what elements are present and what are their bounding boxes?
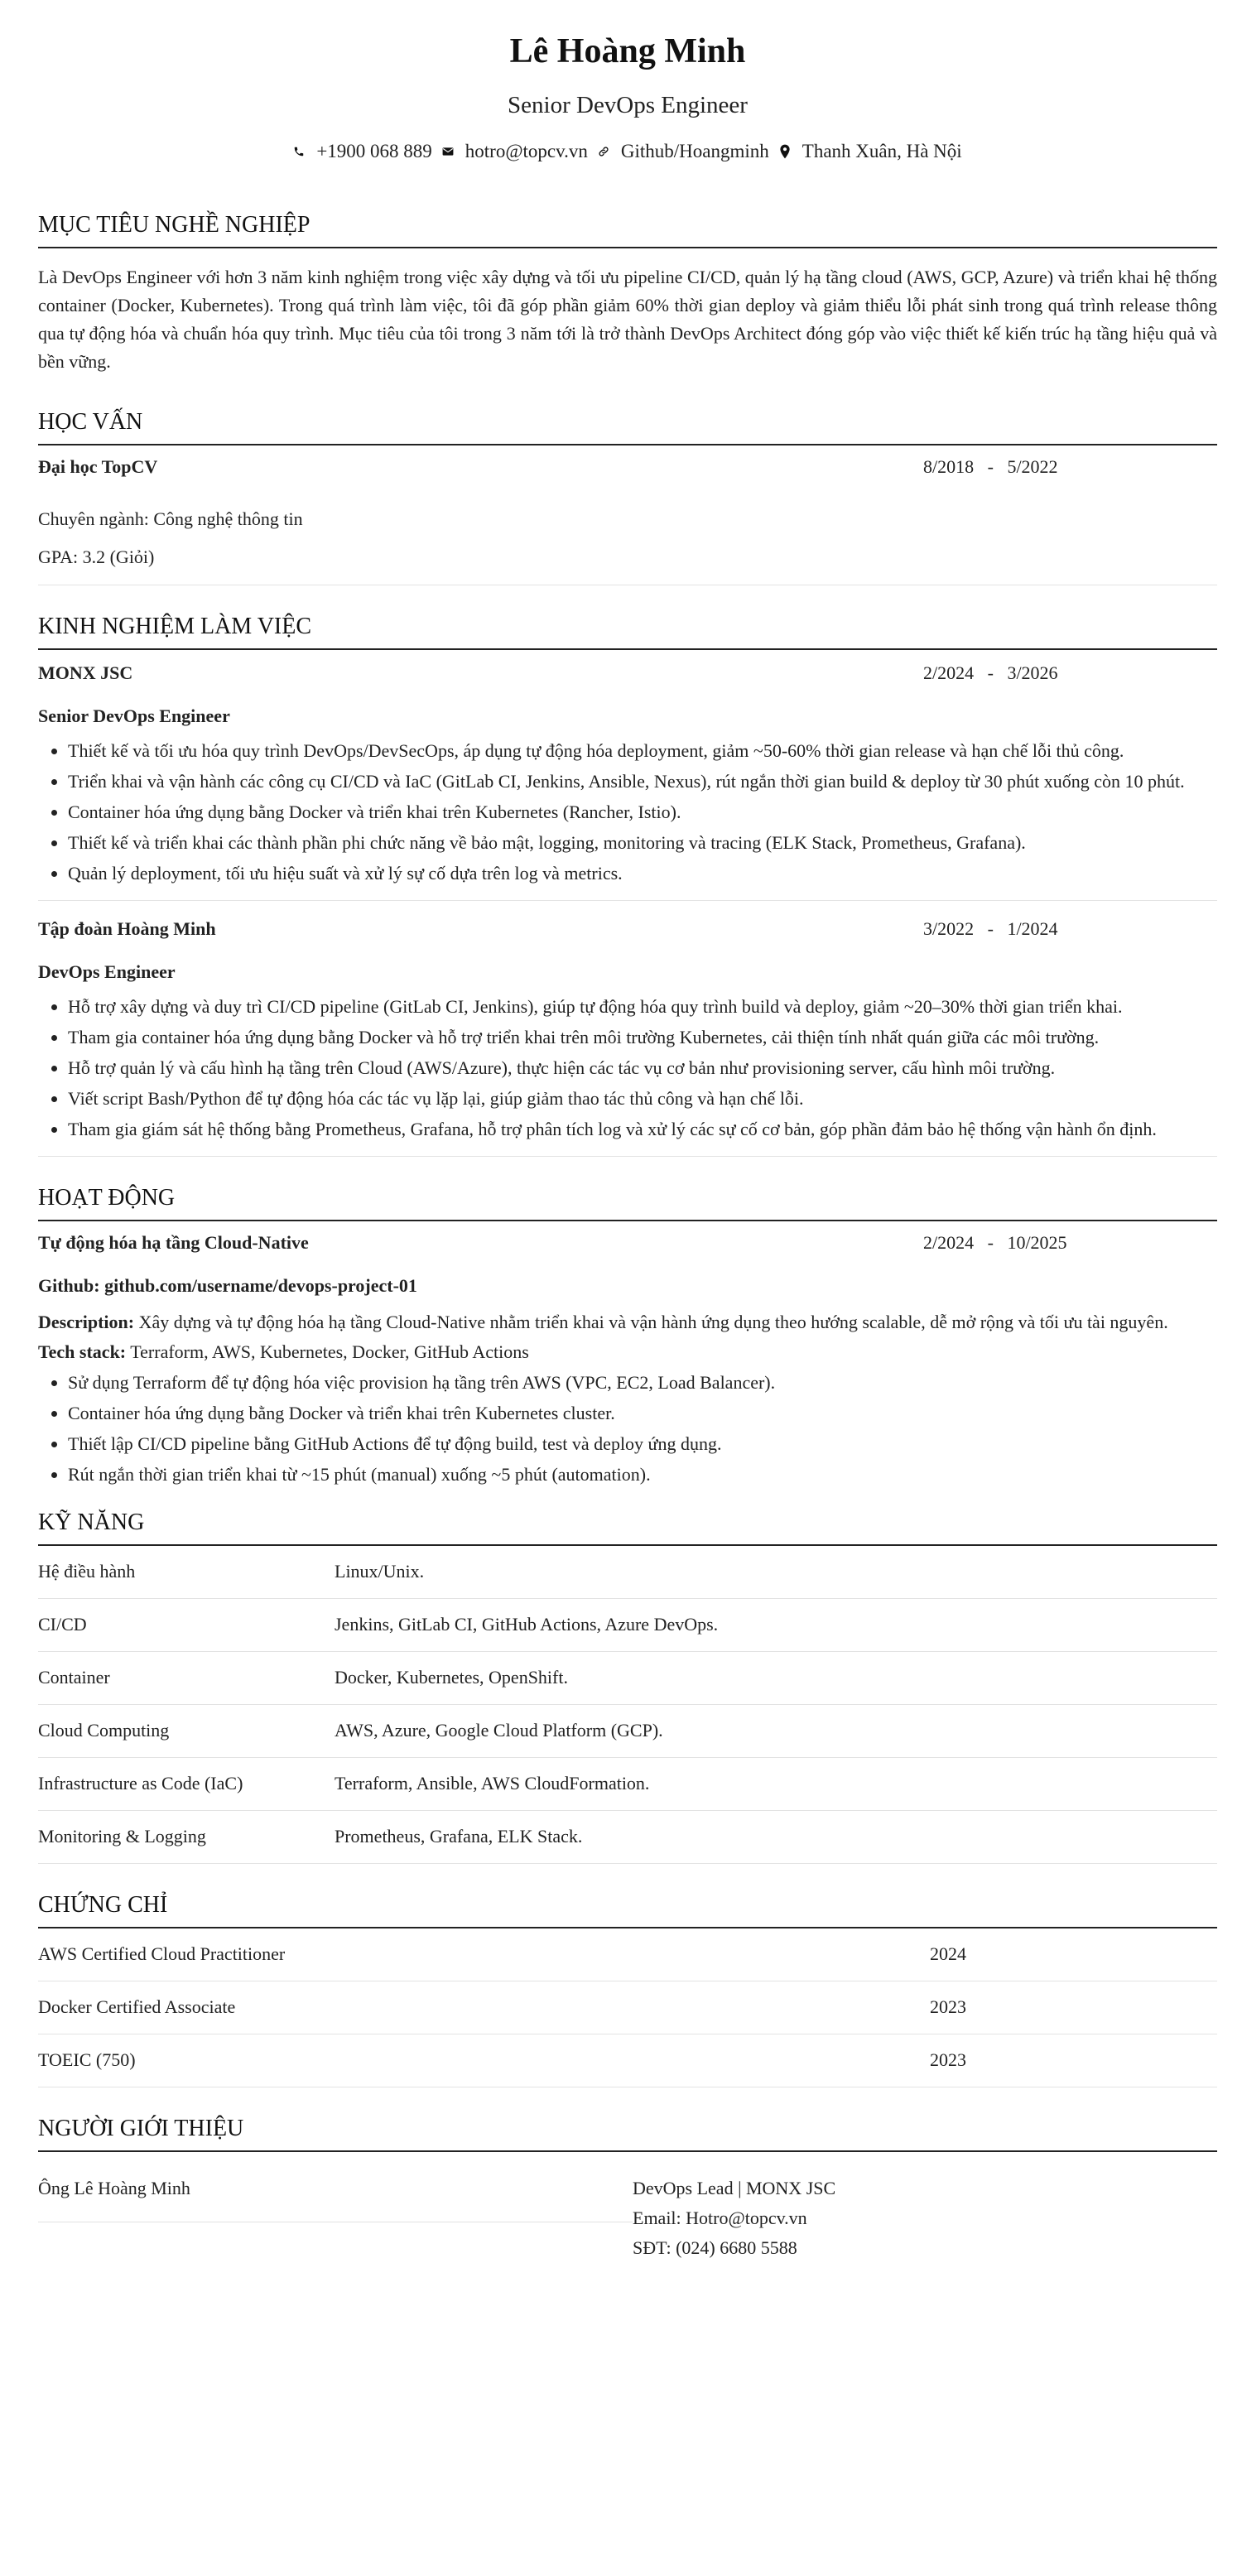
skills-table <box>38 1546 1217 1864</box>
list-item: • Tham gia giám sát hệ thống bằng Prometheus, Grafana, hỗ trợ phân tích log và xử lý các sự cố cơ bản, góp phần đảm bảo hệ thống vận hành ổn định. <box>68 1115 1217 1144</box>
education-section <box>38 406 1217 585</box>
skill-value: Terraform, Ansible, AWS CloudFormation. <box>335 1773 650 1794</box>
skill-value: Prometheus, Grafana, ELK Stack. <box>335 1826 583 1847</box>
company-name: Tập đoàn Hoàng Minh <box>38 918 216 939</box>
activity-description <box>38 1307 1217 1337</box>
contact-location-text: Thanh Xuân, Hà Nội <box>802 141 962 161</box>
section-title: CHỨNG CHỈ <box>38 1889 1217 1928</box>
description-label: Description: <box>38 1312 135 1332</box>
cv-header <box>38 0 1217 166</box>
candidate-title: Senior DevOps Engineer <box>508 92 748 118</box>
contact-email-text: hotro@topcv.vn <box>465 141 588 161</box>
table-row <box>38 1811 1217 1864</box>
education-entry <box>38 450 1217 585</box>
education-date: 8/2018 - 5/2022 <box>923 456 1058 477</box>
contact-phone[interactable] <box>293 137 431 166</box>
description-text: Xây dựng và tự động hóa hạ tầng Cloud-Native nhằm triển khai và vận hành ứng dụng theo hướng scalable, dễ mở rộng và tối ưu tài nguyên. <box>134 1312 1168 1332</box>
section-title: HỌC VẤN <box>38 406 1217 445</box>
list-item: • Container hóa ứng dụng bằng Docker và triển khai trên Kubernetes (Rancher, Istio). <box>68 797 1217 827</box>
list-item: • Hỗ trợ quản lý và cấu hình hạ tầng trên Cloud (AWS/Azure), thực hiện các tác vụ cơ bản như provisioning server, cấu hình môi trường. <box>68 1053 1217 1083</box>
skill-value: AWS, Azure, Google Cloud Platform (GCP). <box>335 1720 663 1741</box>
section-title: KỸ NĂNG <box>38 1506 1217 1546</box>
job-role: Senior DevOps Engineer <box>38 705 230 726</box>
references-section <box>38 2112 1217 2263</box>
list-item: • Tham gia container hóa ứng dụng bằng Docker và hỗ trợ triển khai trên môi trường Kubernetes, cải thiện tính nhất quán giữa các môi trường. <box>68 1023 1217 1052</box>
reference-position: DevOps Lead | MONX JSC <box>633 2178 836 2198</box>
job-role: DevOps Engineer <box>38 961 176 982</box>
section-title: MỤC TIÊU NGHỀ NGHIỆP <box>38 209 1217 248</box>
phone-icon <box>293 140 316 163</box>
skill-category: Container <box>38 1667 110 1688</box>
activity-date: 2/2024 - 10/2025 <box>923 1232 1067 1253</box>
job-bullets <box>38 736 1217 888</box>
certificates-table <box>38 1928 1217 2087</box>
job-bullets <box>38 992 1217 1144</box>
certificates-section <box>38 1889 1217 2087</box>
list-item: • Triển khai và vận hành các công cụ CI/CD và IaC (GitLab CI, Jenkins, Ansible, Nexus), rút ngắn thời gian build & deploy từ 30 phút xuống còn 10 phút. <box>68 767 1217 797</box>
job-date: 2/2024 - 3/2026 <box>923 662 1058 683</box>
education-gpa: GPA: 3.2 (Giỏi) <box>38 546 155 567</box>
school-name: Đại học TopCV <box>38 456 158 477</box>
table-row <box>38 1981 1217 2034</box>
map-pin-icon <box>779 140 802 163</box>
skill-category: CI/CD <box>38 1614 87 1635</box>
table-row <box>38 1705 1217 1758</box>
certificate-name: Docker Certified Associate <box>38 1996 236 2018</box>
skill-value: Docker, Kubernetes, OpenShift. <box>335 1667 568 1688</box>
activity-bullets <box>38 1368 1217 1490</box>
table-row <box>38 1928 1217 1981</box>
reference-phone: SĐT: (024) 6680 5588 <box>633 2237 797 2258</box>
objective-section <box>38 209 1217 376</box>
certificate-name: TOEIC (750) <box>38 2049 136 2071</box>
certificate-name: AWS Certified Cloud Practitioner <box>38 1943 286 1965</box>
experience-section <box>38 610 1217 1157</box>
job-entry <box>38 657 1217 901</box>
list-item: • Thiết lập CI/CD pipeline bằng GitHub Actions để tự động build, test và deploy ứng dụng. <box>68 1429 1217 1459</box>
table-row <box>38 2034 1217 2087</box>
contact-github-text: Github/Hoangminh <box>620 141 769 161</box>
skills-section <box>38 1506 1217 1864</box>
list-item: • Hỗ trợ xây dựng và duy trì CI/CD pipeline (GitLab CI, Jenkins), giúp tự động hóa quy trình build và deploy, giảm ~20–30% thời gian triển khai. <box>68 992 1217 1022</box>
reference-details <box>633 2159 1217 2263</box>
reference-name: Ông Lê Hoàng Minh <box>38 2159 633 2222</box>
skill-category: Hệ điều hành <box>38 1561 136 1582</box>
table-row <box>38 1758 1217 1811</box>
table-row <box>38 1599 1217 1652</box>
certificate-year: 2024 <box>930 1943 966 1965</box>
list-item: • Container hóa ứng dụng bằng Docker và triển khai trên Kubernetes cluster. <box>68 1399 1217 1428</box>
skill-category: Infrastructure as Code (IaC) <box>38 1773 243 1794</box>
job-date: 3/2022 - 1/2024 <box>923 918 1058 939</box>
list-item: • Viết script Bash/Python để tự động hóa các tác vụ lặp lại, giúp giảm thao tác thủ công và hạn chế lỗi. <box>68 1084 1217 1114</box>
contact-location <box>779 137 962 166</box>
skill-value: Linux/Unix. <box>335 1561 425 1582</box>
activity-github[interactable]: Github: github.com/username/devops-project-01 <box>38 1275 417 1296</box>
envelope-icon <box>442 140 465 163</box>
job-entry <box>38 912 1217 1157</box>
link-icon <box>598 140 621 163</box>
activity-tech-stack <box>38 1337 1217 1367</box>
list-item: • Sử dụng Terraform để tự động hóa việc provision hạ tầng trên AWS (VPC, EC2, Load Balancer). <box>68 1368 1217 1398</box>
contact-email[interactable] <box>442 137 588 166</box>
company-name: MONX JSC <box>38 662 133 683</box>
section-title: NGƯỜI GIỚI THIỆU <box>38 2112 1217 2152</box>
section-title: HOẠT ĐỘNG <box>38 1182 1217 1221</box>
skill-category: Cloud Computing <box>38 1720 170 1741</box>
skill-value: Jenkins, GitLab CI, GitHub Actions, Azure DevOps. <box>335 1614 719 1635</box>
table-row <box>38 1652 1217 1705</box>
reference-entry <box>38 2159 1217 2263</box>
certificate-year: 2023 <box>930 2049 966 2071</box>
list-item: • Thiết kế và triển khai các thành phần phi chức năng về bảo mật, logging, monitoring và tracing (ELK Stack, Prometheus, Grafana). <box>68 828 1217 858</box>
table-row <box>38 1546 1217 1599</box>
activities-section <box>38 1182 1217 1490</box>
list-item: • Quản lý deployment, tối ưu hiệu suất và xử lý sự cố dựa trên log và metrics. <box>68 859 1217 888</box>
certificate-year: 2023 <box>930 1996 966 2018</box>
tech-stack-text: Terraform, AWS, Kubernetes, Docker, GitHub Actions <box>126 1341 529 1362</box>
contact-github[interactable] <box>598 137 769 166</box>
skill-category: Monitoring & Logging <box>38 1826 206 1847</box>
list-item: • Rút ngắn thời gian triển khai từ ~15 phút (manual) xuống ~5 phút (automation). <box>68 1460 1217 1490</box>
section-title: KINH NGHIỆM LÀM VIỆC <box>38 610 1217 650</box>
activity-name: Tự động hóa hạ tầng Cloud-Native <box>38 1232 309 1253</box>
objective-text: Là DevOps Engineer với hơn 3 năm kinh nghiệm trong việc xây dựng và tối ưu pipeline CI/CD, quản lý hạ tầng cloud (AWS, GCP, Azure) và triển khai hệ thống container (Docker, Kubernetes). Trong quá trình làm việc, tôi đã góp phần giảm 60% thời gian deploy và giảm thiểu lỗi phát sinh trong quá trình release thông qua tự động hóa và chuẩn hóa quy trình. Mục tiêu của tôi trong 3 năm tới là trở thành DevOps Architect đóng góp vào việc thiết kế kiến trúc hạ tầng hiệu quả và bền vững. <box>38 267 1217 372</box>
list-item: • Thiết kế và tối ưu hóa quy trình DevOps/DevSecOps, áp dụng tự động hóa deployment, giảm ~50-60% thời gian release và hạn chế lỗi thủ công. <box>68 736 1217 766</box>
reference-email: Email: Hotro@topcv.vn <box>633 2208 807 2228</box>
contact-bar <box>38 137 1217 166</box>
candidate-name: Lê Hoàng Minh <box>509 32 746 70</box>
education-major: Chuyên ngành: Công nghệ thông tin <box>38 508 303 529</box>
tech-stack-label: Tech stack: <box>38 1341 127 1362</box>
contact-phone-text: +1900 068 889 <box>316 141 432 161</box>
